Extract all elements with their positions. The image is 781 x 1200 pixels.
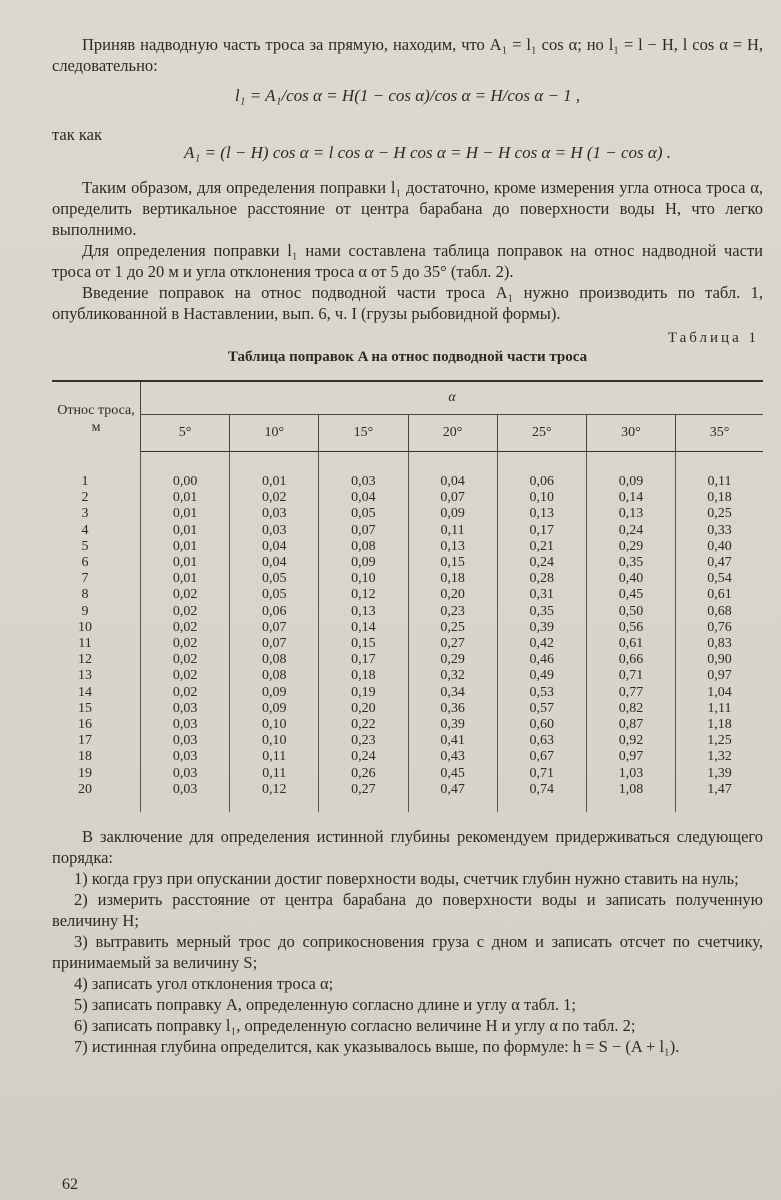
correction-cell: 0,22 bbox=[319, 717, 408, 733]
correction-cell: 0,27 bbox=[319, 782, 408, 798]
row-length-cell: 3 bbox=[81, 506, 89, 522]
procedure-item: 3) вытравить мерный трос до соприкосновения груза с дном и записать отсчет по счетчику, принимаемый за величину S; bbox=[52, 932, 763, 973]
correction-cell: 0,29 bbox=[586, 539, 675, 555]
correction-cell: 0,03 bbox=[141, 766, 230, 782]
correction-cell: 0,43 bbox=[408, 749, 497, 765]
page-number: 62 bbox=[62, 1176, 78, 1193]
correction-cell: 1,03 bbox=[586, 766, 675, 782]
correction-cell: 0,40 bbox=[676, 539, 763, 555]
table-row bbox=[52, 717, 763, 733]
correction-cell: 0,17 bbox=[319, 652, 408, 668]
correction-cell: 0,07 bbox=[319, 523, 408, 539]
correction-cell: 0,02 bbox=[141, 636, 230, 652]
correction-cell: 0,02 bbox=[230, 490, 319, 506]
correction-cell: 0,14 bbox=[586, 490, 675, 506]
correction-cell: 0,23 bbox=[408, 604, 497, 620]
correction-cell: 0,09 bbox=[230, 685, 319, 701]
correction-cell: 0,01 bbox=[230, 474, 319, 490]
correction-cell: 0,12 bbox=[230, 782, 319, 798]
correction-cell: 0,26 bbox=[319, 766, 408, 782]
correction-cell: 0,11 bbox=[676, 474, 763, 490]
procedure-item: 5) записать поправку A, определенную согласно длине и углу α табл. 1; bbox=[74, 995, 576, 1015]
correction-cell: 1,25 bbox=[676, 733, 763, 749]
table-row bbox=[52, 506, 763, 522]
correction-cell: 0,02 bbox=[141, 587, 230, 603]
procedure-lead: В заключение для определения истинной глубины рекомендуем придерживаться следующего порядка: bbox=[52, 827, 763, 868]
correction-cell: 0,35 bbox=[586, 555, 675, 571]
correction-cell: 0,29 bbox=[408, 652, 497, 668]
correction-cell: 0,68 bbox=[676, 604, 763, 620]
correction-cell: 0,10 bbox=[230, 733, 319, 749]
correction-cell: 0,18 bbox=[676, 490, 763, 506]
row-length-cell: 2 bbox=[81, 490, 89, 506]
correction-cell: 0,09 bbox=[408, 506, 497, 522]
correction-cell: 0,63 bbox=[497, 733, 586, 749]
row-length-cell: 4 bbox=[81, 522, 89, 538]
correction-cell: 0,03 bbox=[319, 474, 408, 490]
correction-cell: 0,13 bbox=[586, 506, 675, 522]
table-row bbox=[52, 604, 763, 620]
correction-cell: 0,61 bbox=[586, 636, 675, 652]
table-number-label: Таблица 1 bbox=[667, 330, 759, 346]
correction-cell: 0,46 bbox=[497, 652, 586, 668]
procedure-item: 6) записать поправку l₁, определенную согласно величине H и углу α по табл. 2; bbox=[74, 1016, 636, 1036]
correction-cell: 0,47 bbox=[676, 555, 763, 571]
paragraph-method: Таким образом, для определения поправки l₁ достаточно, кроме измерения угла относа троса α, определить вертикальное расстояние от центра барабана до поверхности воды H, что легко выполнимо. bbox=[52, 178, 763, 239]
correction-cell: 0,13 bbox=[497, 506, 586, 522]
procedure-item: 1) когда груз при опускании достиг поверхности воды, счетчик глубин нужно ставить на нуль; bbox=[74, 869, 739, 889]
correction-cell: 0,02 bbox=[141, 604, 230, 620]
table-row bbox=[52, 539, 763, 555]
correction-cell: 0,76 bbox=[676, 620, 763, 636]
correction-cell: 0,12 bbox=[319, 587, 408, 603]
correction-cell: 0,01 bbox=[141, 506, 230, 522]
correction-cell: 0,03 bbox=[141, 733, 230, 749]
table-row bbox=[52, 668, 763, 684]
angle-header: 5° bbox=[141, 415, 230, 452]
angle-header: 10° bbox=[230, 415, 319, 452]
correction-cell: 0,71 bbox=[586, 668, 675, 684]
intro-paragraph: Приняв надводную часть троса за прямую, находим, что A₁ = l₁ cos α; но l₁ = l − H, l cos α = H, следовательно: bbox=[52, 35, 763, 75]
table-row bbox=[52, 474, 763, 490]
correction-cell: 1,04 bbox=[676, 685, 763, 701]
row-length-cell: 16 bbox=[78, 717, 92, 733]
correction-cell: 0,02 bbox=[141, 620, 230, 636]
table-row bbox=[52, 636, 763, 652]
correction-cell: 0,02 bbox=[141, 685, 230, 701]
correction-cell: 0,20 bbox=[408, 587, 497, 603]
correction-cell: 0,03 bbox=[141, 701, 230, 717]
correction-cell: 0,01 bbox=[141, 523, 230, 539]
correction-cell: 0,92 bbox=[586, 733, 675, 749]
correction-cell: 0,49 bbox=[497, 668, 586, 684]
correction-cell: 0,03 bbox=[141, 717, 230, 733]
correction-cell: 0,14 bbox=[319, 620, 408, 636]
correction-cell: 0,42 bbox=[497, 636, 586, 652]
column-header-length: Относ троса, м bbox=[52, 381, 141, 452]
table-row bbox=[52, 571, 763, 587]
correction-cell: 0,97 bbox=[676, 668, 763, 684]
table-row bbox=[52, 782, 763, 798]
correction-cell: 0,18 bbox=[408, 571, 497, 587]
correction-cell: 0,05 bbox=[319, 506, 408, 522]
correction-cell: 0,90 bbox=[676, 652, 763, 668]
since-label: так как bbox=[52, 125, 102, 144]
correction-cell: 0,03 bbox=[141, 749, 230, 765]
angle-header: 30° bbox=[586, 415, 675, 452]
correction-cell: 1,39 bbox=[676, 766, 763, 782]
correction-cell: 0,34 bbox=[408, 685, 497, 701]
correction-cell: 0,24 bbox=[586, 523, 675, 539]
correction-cell: 0,03 bbox=[141, 782, 230, 798]
correction-cell: 1,11 bbox=[676, 701, 763, 717]
correction-cell: 0,05 bbox=[230, 587, 319, 603]
correction-cell: 0,71 bbox=[497, 766, 586, 782]
correction-cell: 0,11 bbox=[230, 749, 319, 765]
column-header-alpha: α bbox=[141, 381, 764, 415]
correction-cell: 0,45 bbox=[408, 766, 497, 782]
row-length-cell: 20 bbox=[78, 781, 92, 797]
correction-cell: 0,06 bbox=[230, 604, 319, 620]
correction-cell: 0,20 bbox=[319, 701, 408, 717]
correction-cell: 1,47 bbox=[676, 782, 763, 798]
correction-cell: 0,47 bbox=[408, 782, 497, 798]
correction-cell: 0,10 bbox=[230, 717, 319, 733]
correction-cell: 0,09 bbox=[586, 474, 675, 490]
row-length-cell: 17 bbox=[78, 733, 92, 749]
correction-cell: 0,01 bbox=[141, 539, 230, 555]
correction-cell: 0,32 bbox=[408, 668, 497, 684]
row-length-cell: 11 bbox=[78, 636, 92, 652]
correction-cell: 0,08 bbox=[319, 539, 408, 555]
correction-cell: 0,10 bbox=[319, 571, 408, 587]
correction-cell: 0,09 bbox=[319, 555, 408, 571]
table-caption: Таблица поправок A на относ подводной части троса bbox=[227, 349, 588, 365]
row-length-cell: 10 bbox=[78, 619, 92, 635]
correction-cell: 0,18 bbox=[319, 668, 408, 684]
correction-cell: 0,08 bbox=[230, 668, 319, 684]
correction-cell: 0,41 bbox=[408, 733, 497, 749]
correction-cell: 0,87 bbox=[586, 717, 675, 733]
correction-cell: 0,04 bbox=[230, 555, 319, 571]
procedure-item: 7) истинная глубина определится, как указывалось выше, по формуле: h = S − (A + l₁). bbox=[74, 1037, 680, 1057]
angle-header: 20° bbox=[408, 415, 497, 452]
table-row bbox=[52, 766, 763, 782]
correction-cell: 0,04 bbox=[319, 490, 408, 506]
correction-cell: 0,82 bbox=[586, 701, 675, 717]
correction-cell: 0,02 bbox=[141, 668, 230, 684]
correction-cell: 0,61 bbox=[676, 587, 763, 603]
table-row bbox=[52, 587, 763, 603]
correction-cell: 0,24 bbox=[319, 749, 408, 765]
correction-cell: 0,01 bbox=[141, 555, 230, 571]
correction-cell: 0,08 bbox=[230, 652, 319, 668]
table-row bbox=[52, 555, 763, 571]
row-length-cell: 9 bbox=[81, 603, 89, 619]
correction-cell: 0,07 bbox=[230, 636, 319, 652]
correction-cell: 0,01 bbox=[141, 571, 230, 587]
correction-cell: 1,32 bbox=[676, 749, 763, 765]
correction-cell: 0,39 bbox=[497, 620, 586, 636]
row-length-cell: 5 bbox=[81, 538, 89, 554]
table-row bbox=[52, 749, 763, 765]
paragraph-table1: Введение поправок на относ подводной части троса A₁ нужно производить по табл. 1, опубликованной в Наставлении, вып. 6, ч. I (грузы рыбовидной формы). bbox=[52, 283, 763, 323]
row-length-cell: 7 bbox=[81, 571, 89, 587]
table-row bbox=[52, 652, 763, 668]
correction-cell: 0,54 bbox=[676, 571, 763, 587]
table-row bbox=[52, 620, 763, 636]
correction-cell: 0,33 bbox=[676, 523, 763, 539]
correction-cell: 0,39 bbox=[408, 717, 497, 733]
table-row bbox=[52, 733, 763, 749]
row-length-cell: 12 bbox=[78, 652, 92, 668]
row-length-cell: 15 bbox=[78, 700, 92, 716]
angle-header: 25° bbox=[497, 415, 586, 452]
row-length-cell: 6 bbox=[81, 555, 89, 571]
correction-cell: 0,13 bbox=[319, 604, 408, 620]
correction-cell: 0,11 bbox=[230, 766, 319, 782]
correction-cell: 0,56 bbox=[586, 620, 675, 636]
correction-cell: 0,23 bbox=[319, 733, 408, 749]
correction-cell: 0,06 bbox=[497, 474, 586, 490]
procedure-item: 4) записать угол отклонения троса α; bbox=[74, 974, 334, 994]
correction-cell: 0,03 bbox=[230, 506, 319, 522]
correction-cell: 0,77 bbox=[586, 685, 675, 701]
row-length-cell: 13 bbox=[78, 668, 92, 684]
correction-cell: 0,04 bbox=[408, 474, 497, 490]
correction-cell: 0,15 bbox=[408, 555, 497, 571]
row-length-cell: 18 bbox=[78, 749, 92, 765]
correction-cell: 0,83 bbox=[676, 636, 763, 652]
table-row bbox=[52, 685, 763, 701]
correction-cell: 0,03 bbox=[230, 523, 319, 539]
correction-cell: 0,53 bbox=[497, 685, 586, 701]
correction-cell: 0,28 bbox=[497, 571, 586, 587]
correction-cell: 0,35 bbox=[497, 604, 586, 620]
procedure-item: 2) измерить расстояние от центра барабана до поверхности воды и записать полученную величину H; bbox=[52, 890, 763, 931]
table-row bbox=[52, 523, 763, 539]
correction-cell: 0,25 bbox=[676, 506, 763, 522]
correction-cell: 0,07 bbox=[408, 490, 497, 506]
correction-cell: 0,00 bbox=[141, 474, 230, 490]
correction-cell: 0,40 bbox=[586, 571, 675, 587]
correction-cell: 0,97 bbox=[586, 749, 675, 765]
correction-cell: 0,02 bbox=[141, 652, 230, 668]
correction-cell: 0,24 bbox=[497, 555, 586, 571]
correction-cell: 0,21 bbox=[497, 539, 586, 555]
correction-cell: 0,50 bbox=[586, 604, 675, 620]
paragraph-table2: Для определения поправки l₁ нами составлена таблица поправок на относ надводной части троса от 1 до 20 м и угла отклонения троса α от 5 до 35° (табл. 2). bbox=[52, 241, 763, 281]
angle-header: 35° bbox=[676, 415, 763, 452]
correction-cell: 0,57 bbox=[497, 701, 586, 717]
correction-cell: 0,25 bbox=[408, 620, 497, 636]
correction-cell: 1,18 bbox=[676, 717, 763, 733]
correction-cell: 0,09 bbox=[230, 701, 319, 717]
correction-cell: 0,67 bbox=[497, 749, 586, 765]
correction-cell: 1,08 bbox=[586, 782, 675, 798]
procedure-section bbox=[52, 826, 763, 1057]
correction-cell: 0,07 bbox=[230, 620, 319, 636]
correction-cell: 0,31 bbox=[497, 587, 586, 603]
correction-cell: 0,04 bbox=[230, 539, 319, 555]
correction-cell: 0,13 bbox=[408, 539, 497, 555]
formula-l1: l₁ = A₁/cos α = H(1 − cos α)/cos α = H/cos α − 1 , bbox=[234, 86, 581, 105]
correction-cell: 0,05 bbox=[230, 571, 319, 587]
row-length-cell: 8 bbox=[81, 587, 89, 603]
correction-cell: 0,19 bbox=[319, 685, 408, 701]
row-length-cell: 19 bbox=[78, 765, 92, 781]
correction-cell: 0,11 bbox=[408, 523, 497, 539]
angle-header: 15° bbox=[319, 415, 408, 452]
row-length-cell: 14 bbox=[78, 684, 92, 700]
correction-cell: 0,17 bbox=[497, 523, 586, 539]
correction-cell: 0,74 bbox=[497, 782, 586, 798]
table-row bbox=[52, 490, 763, 506]
correction-cell: 0,27 bbox=[408, 636, 497, 652]
correction-cell: 0,36 bbox=[408, 701, 497, 717]
row-length-cell: 1 bbox=[81, 474, 89, 489]
formula-a1: A₁ = (l − H) cos α = l cos α − H cos α = H − H cos α = H (1 − cos α) . bbox=[184, 143, 671, 162]
correction-cell: 0,10 bbox=[497, 490, 586, 506]
table-body bbox=[52, 452, 763, 813]
correction-cell: 0,66 bbox=[586, 652, 675, 668]
procedure-list bbox=[52, 868, 763, 1057]
correction-cell: 0,01 bbox=[141, 490, 230, 506]
correction-cell: 0,60 bbox=[497, 717, 586, 733]
correction-cell: 0,15 bbox=[319, 636, 408, 652]
table-row bbox=[52, 701, 763, 717]
corrections-table bbox=[52, 380, 763, 812]
correction-cell: 0,45 bbox=[586, 587, 675, 603]
